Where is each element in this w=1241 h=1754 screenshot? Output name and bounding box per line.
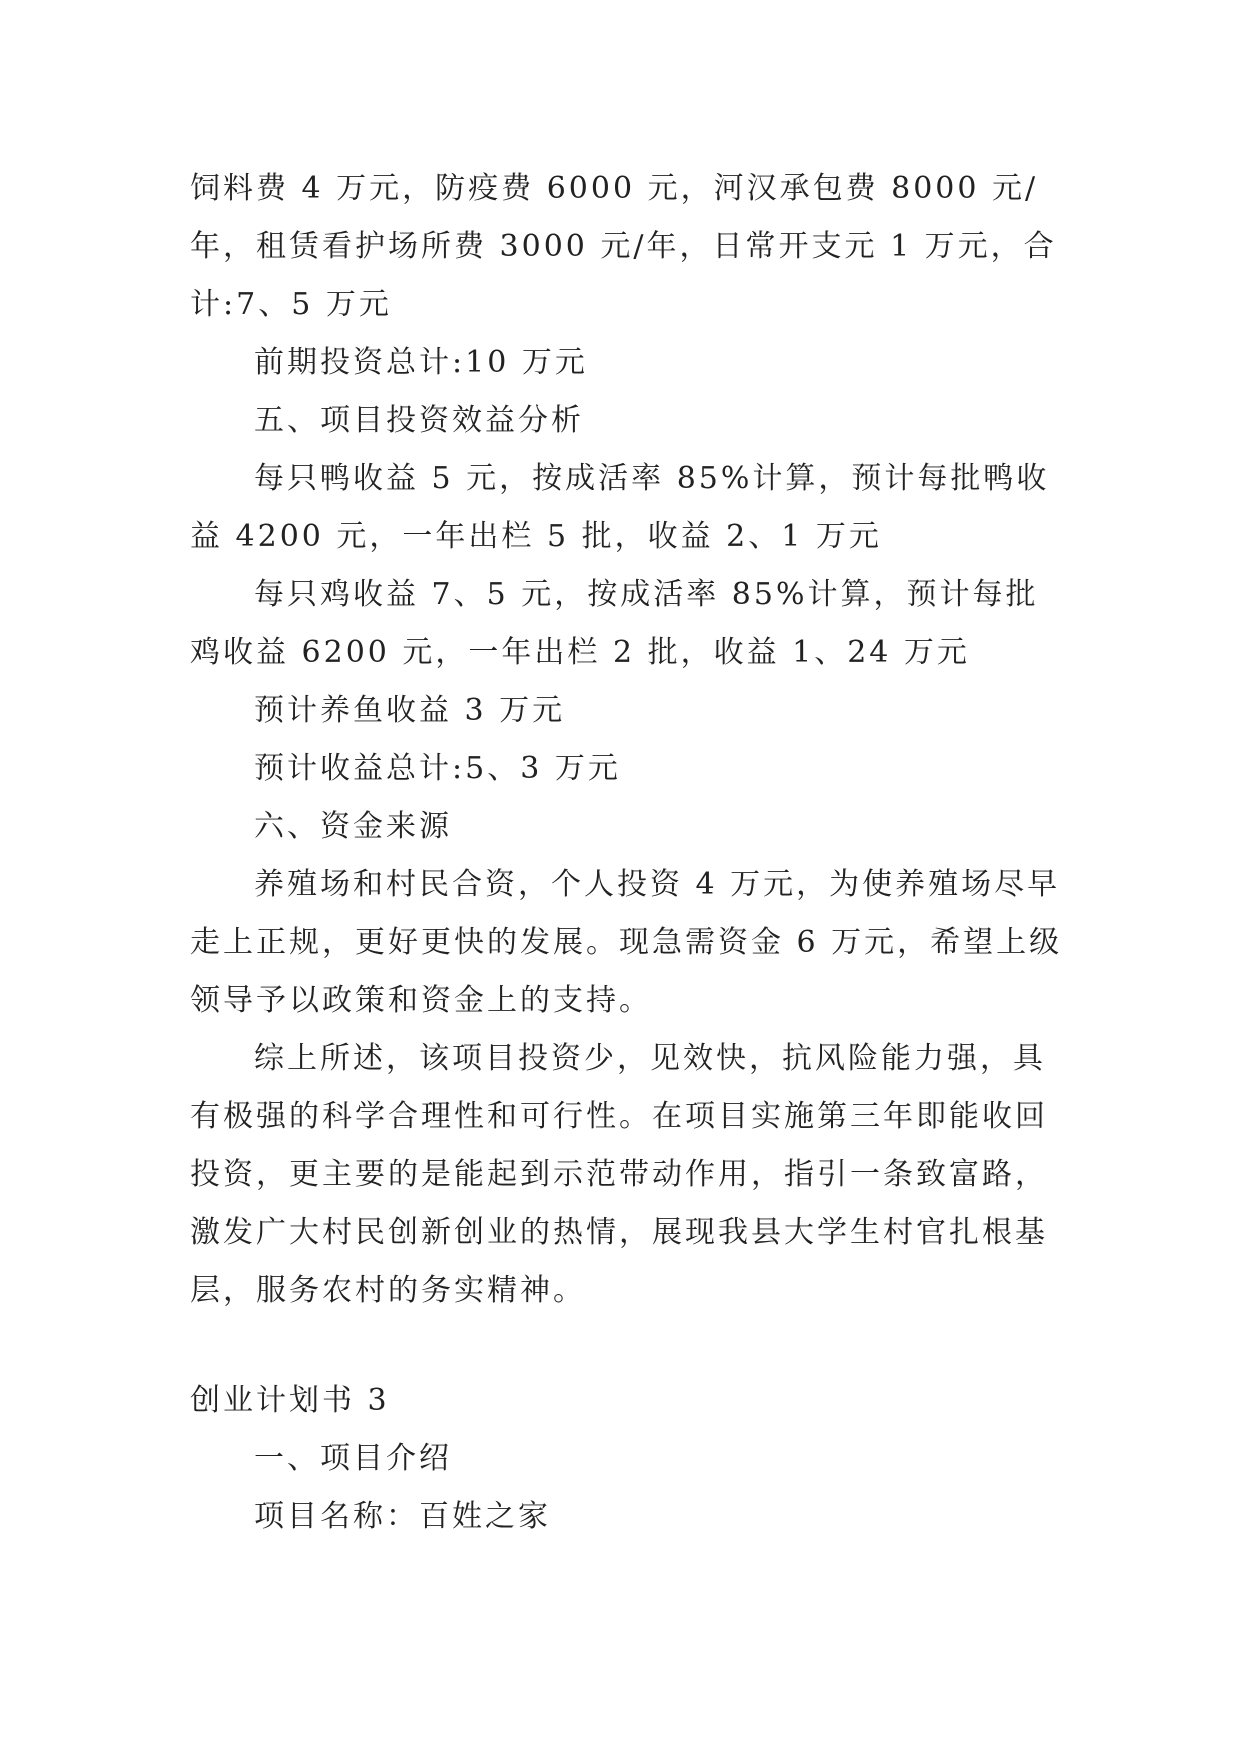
paragraph-chicken-income: 每只鸡收益 7、5 元，按成活率 85%计算，预计每批鸡收益 6200 元，一年出栏 2 批，收益 1、24 万元 xyxy=(190,577,1039,670)
paragraph-initial-investment-total: 前期投资总计:10 万元 xyxy=(254,345,588,380)
document-title-business-plan-3: 创业计划书 3 xyxy=(190,1383,390,1418)
paragraph-duck-income: 每只鸭收益 5 元，按成活率 85%计算，预计每批鸭收益 4200 元，一年出栏 5 批，收益 2、1 万元 xyxy=(190,461,1050,554)
paragraph-conclusion: 综上所述，该项目投资少，见效快，抗风险能力强，具有极强的科学合理性和可行性。在项目实施第三年即能收回投资，更主要的是能起到示范带动作用，指引一条致富路，激发广大村民创新创业的热情，展现我县大学生村官扎根基层，服务农村的务实精神。 xyxy=(190,1041,1048,1308)
paragraph-income-total: 预计收益总计:5、3 万元 xyxy=(254,751,621,786)
document-page xyxy=(190,160,1070,1546)
section-heading-funding-source: 六、资金来源 xyxy=(254,809,452,844)
paragraph-project-name: 项目名称：百姓之家 xyxy=(254,1499,551,1534)
paragraph-feed-costs: 饲料费 4 万元，防疫费 6000 元，河汉承包费 8000 元/年，租赁看护场所费 3000 元/年，日常开支元 1 万元，合计:7、5 万元 xyxy=(190,171,1057,322)
section-heading-benefit-analysis: 五、项目投资效益分析 xyxy=(254,403,584,438)
paragraph-fish-income: 预计养鱼收益 3 万元 xyxy=(254,693,566,728)
paragraph-funding-details: 养殖场和村民合资，个人投资 4 万元，为使养殖场尽早走上正规，更好更快的发展。现急需资金 6 万元，希望上级领导予以政策和资金上的支持。 xyxy=(190,867,1063,1018)
section-heading-project-intro: 一、项目介绍 xyxy=(254,1441,452,1476)
